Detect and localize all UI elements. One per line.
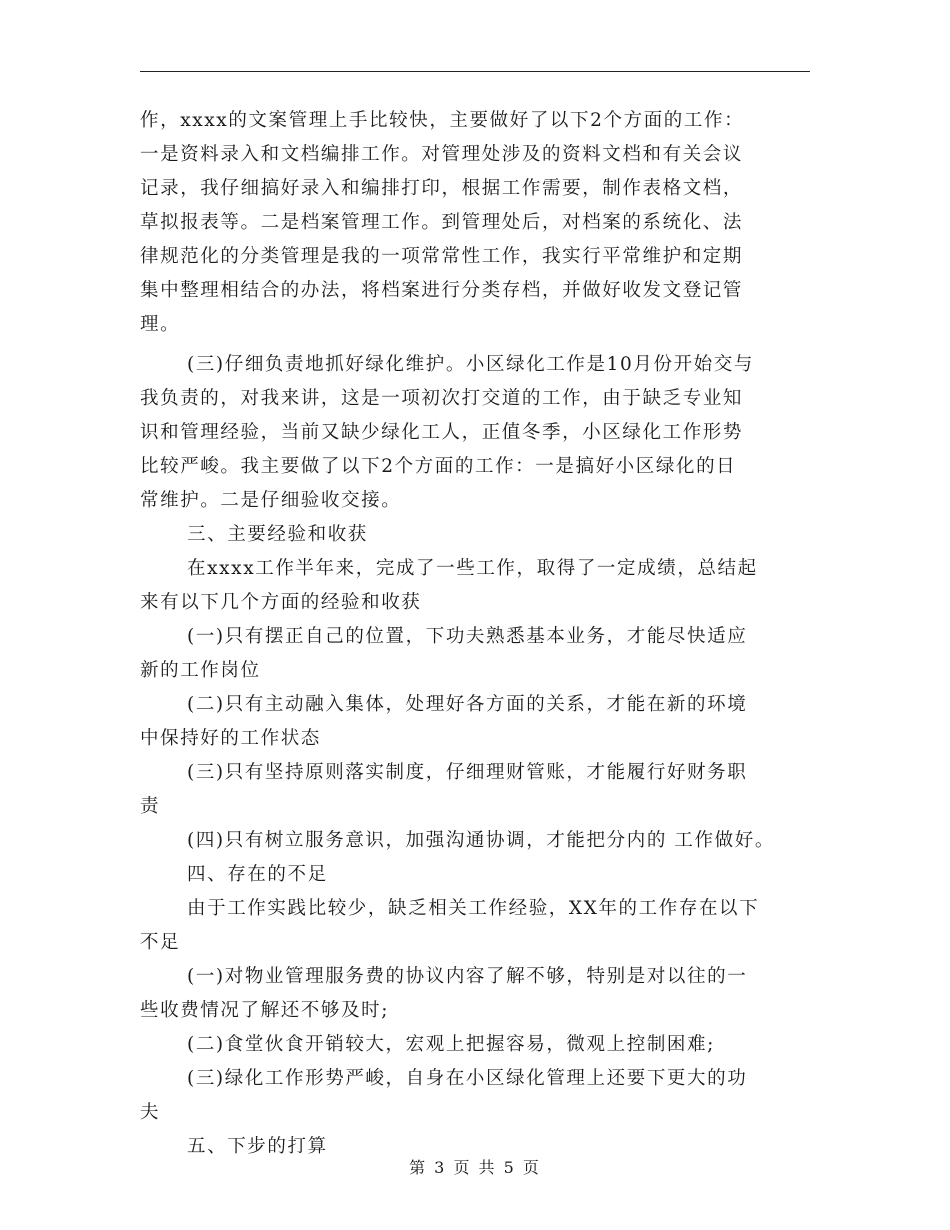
- paragraph-line: (二)食堂伙食开销较大，宏观上把握容易，微观上控制困难;: [187, 1034, 715, 1055]
- paragraph-line: (三)仔细负责地抓好绿化维护。小区绿化工作是10月份开始交与: [187, 354, 754, 375]
- paragraph-line: 比较严峻。我主要做了以下2个方面的工作：一是搞好小区绿化的日: [140, 456, 737, 477]
- paragraph-line: (四)只有树立服务意识，加强沟通协调，才能把分内的 工作做好。: [187, 830, 775, 851]
- paragraph-line: 草拟报表等。二是档案管理工作。到管理处后，对档案的系统化、法: [140, 212, 744, 233]
- paragraph-line: (一)对物业管理服务费的协议内容了解不够，特别是对以往的一: [187, 966, 748, 987]
- paragraph-line: 由于工作实践比较少，缺乏相关工作经验，XX年的工作存在以下: [187, 898, 760, 919]
- paragraph-line: 常维护。二是仔细验收交接。: [140, 490, 402, 511]
- paragraph-line: 律规范化的分类管理是我的一项常常性工作，我实行平常维护和定期: [140, 246, 744, 267]
- paragraph-line: 不足: [140, 932, 181, 953]
- paragraph-line: 识和管理经验，当前又缺少绿化工人，正值冬季，小区绿化工作形势: [140, 422, 744, 443]
- paragraph-line: 三、主要经验和收获: [187, 524, 368, 545]
- paragraph-line: 在xxxx工作半年来，完成了一些工作，取得了一定成绩，总结起: [187, 558, 758, 579]
- paragraph-line: 四、存在的不足: [187, 864, 328, 885]
- paragraph-line: 来有以下几个方面的经验和收获: [140, 592, 422, 613]
- paragraph-line: 新的工作岗位: [140, 660, 261, 681]
- page-number: 第 3 页 共 5 页: [409, 1158, 541, 1177]
- header-rule: [140, 71, 810, 72]
- paragraph-line: 中保持好的工作状态: [140, 728, 321, 749]
- paragraph-line: 夫: [140, 1102, 161, 1123]
- paragraph-line: 理。: [140, 314, 181, 335]
- paragraph-line: (一)只有摆正自己的位置，下功夫熟悉基本业务，才能尽快适应: [187, 626, 748, 647]
- paragraph-line: (三)只有坚持原则落实制度，仔细理财管账，才能履行好财务职: [187, 762, 748, 783]
- document-body: [140, 108, 830, 1168]
- paragraph-line: 责: [140, 796, 161, 817]
- paragraph-line: 集中整理相结合的办法，将档案进行分类存档，并做好收发文登记管: [140, 280, 744, 301]
- paragraph-line: 作，xxxx的文案管理上手比较快，主要做好了以下2个方面的工作：: [140, 110, 745, 131]
- paragraph-line: 一是资料录入和文档编排工作。对管理处涉及的资料文档和有关会议: [140, 144, 744, 165]
- paragraph-line: 记录，我仔细搞好录入和编排打印，根据工作需要，制作表格文档，: [140, 178, 744, 199]
- paragraph-line: (三)绿化工作形势严峻，自身在小区绿化管理上还要下更大的功: [187, 1068, 748, 1089]
- paragraph-line: 些收费情况了解还不够及时;: [140, 1000, 390, 1021]
- paragraph-line: 我负责的，对我来讲，这是一项初次打交道的工作，由于缺乏专业知: [140, 388, 744, 409]
- paragraph-line: (二)只有主动融入集体，处理好各方面的关系，才能在新的环境: [187, 694, 748, 715]
- paragraph-line: 五、下步的打算: [187, 1136, 328, 1157]
